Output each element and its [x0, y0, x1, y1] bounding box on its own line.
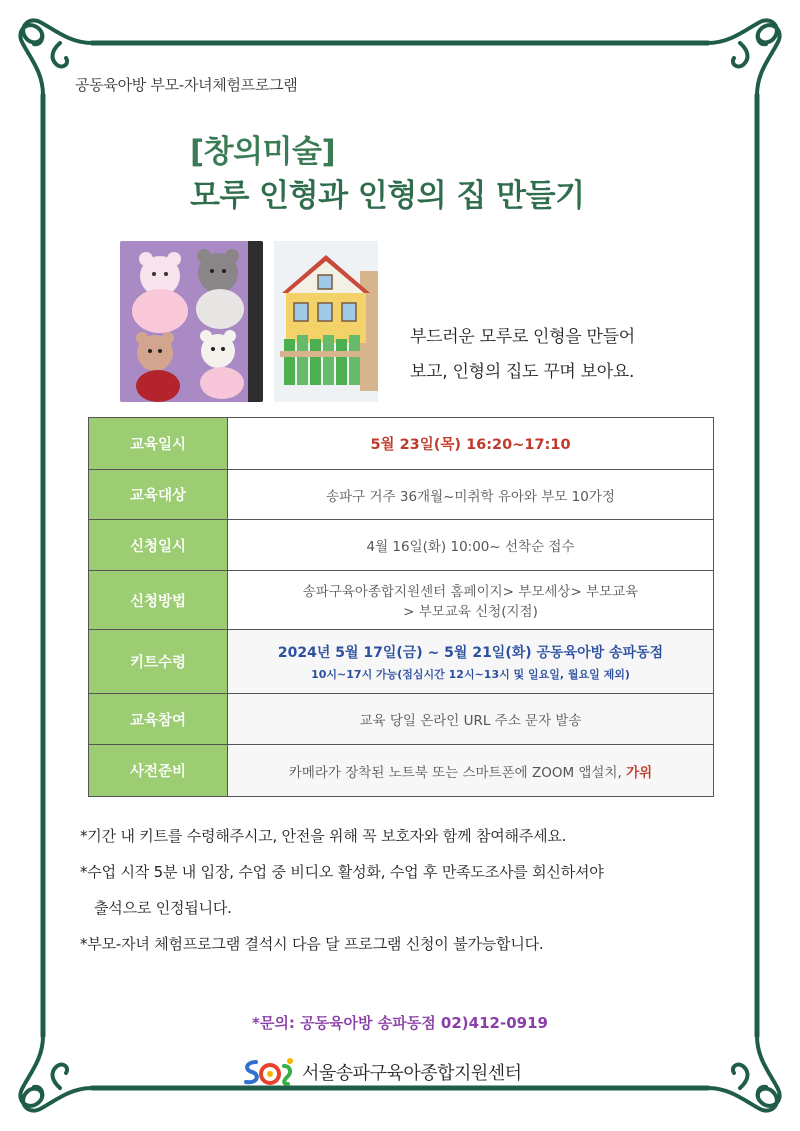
- org-name: 서울송파구육아종합지원센터: [302, 1063, 522, 1084]
- preparation-text: 카메라가 장착된 노트북 또는 스마트폰에 ZOOM 앱설치,: [288, 764, 627, 781]
- program-tag: 공동육아방 부모-자녀체험프로그램: [75, 76, 298, 94]
- center-logo-icon: [240, 1056, 296, 1088]
- application-method: [228, 571, 714, 630]
- contact-info: *문의: 공동육아방 송파동점 02)412-0919: [252, 1014, 548, 1032]
- note-3: *부모-자녀 체험프로그램 결석시 다음 달 프로그램 신청이 불가능합니다.: [80, 935, 544, 953]
- title-main: 모루 인형과 인형의 집 만들기: [190, 178, 585, 214]
- notes: [80, 818, 604, 962]
- kit-pickup-main: 2024년 5월 17일(금) ~ 5월 21일(화) 공동육아방 송파동점: [277, 644, 664, 661]
- participation-info: 교육 당일 온라인 URL 주소 문자 발송: [228, 694, 714, 745]
- intro-line-2: 보고, 인형의 집도 꾸며 보아요.: [410, 362, 635, 382]
- note-1: *기간 내 키트를 수령해주시고, 안전을 위해 꼭 보호자와 함께 참여해주세요.: [80, 827, 567, 845]
- row-label: 사전준비: [89, 745, 228, 797]
- center-logo: [240, 1052, 522, 1092]
- target-audience: 송파구 거주 36개월~미취학 유아와 부모 10가정: [228, 470, 714, 520]
- table-row: [89, 630, 714, 694]
- row-label: 신청일시: [89, 520, 228, 571]
- row-label: 교육참여: [89, 694, 228, 745]
- info-table: [88, 417, 714, 797]
- application-method-line-2: > 부모교육 신청(지점): [403, 604, 538, 620]
- table-row: [89, 745, 714, 797]
- note-2: *수업 시작 5분 내 입장, 수업 중 비디오 활성화, 수업 후 만족도조사를 회신하셔야: [80, 863, 604, 881]
- note-2-cont: 출석으로 인정됩니다.: [94, 899, 232, 917]
- kit-pickup: [228, 630, 714, 694]
- intro-line-1: 부드러운 모루로 인형을 만들어: [410, 327, 635, 347]
- row-label: 교육대상: [89, 470, 228, 520]
- table-row: [89, 418, 714, 470]
- application-date: 4월 16일(화) 10:00~ 선착순 접수: [228, 520, 714, 571]
- title-category: [창의미술]: [190, 134, 336, 170]
- dolls-photo: [120, 241, 263, 402]
- dollhouse-photo: [274, 241, 378, 402]
- table-row: [89, 470, 714, 520]
- preparation: [228, 745, 714, 797]
- row-label: 키트수령: [89, 630, 228, 694]
- row-label: 신청방법: [89, 571, 228, 630]
- table-row: [89, 571, 714, 630]
- row-label: 교육일시: [89, 418, 228, 470]
- table-row: [89, 694, 714, 745]
- kit-pickup-hours: 10시~17시 가능(점심시간 12시~13시 및 일요일, 월요일 제외): [311, 667, 630, 681]
- intro-text: [410, 320, 635, 390]
- education-date: 5월 23일(목) 16:20~17:10: [370, 437, 571, 453]
- page-title: [190, 130, 585, 218]
- preparation-highlight: 가위: [626, 764, 653, 781]
- table-row: [89, 520, 714, 571]
- application-method-line-1: 송파구육아종합지원센터 홈페이지> 부모세상> 부모교육: [302, 584, 639, 600]
